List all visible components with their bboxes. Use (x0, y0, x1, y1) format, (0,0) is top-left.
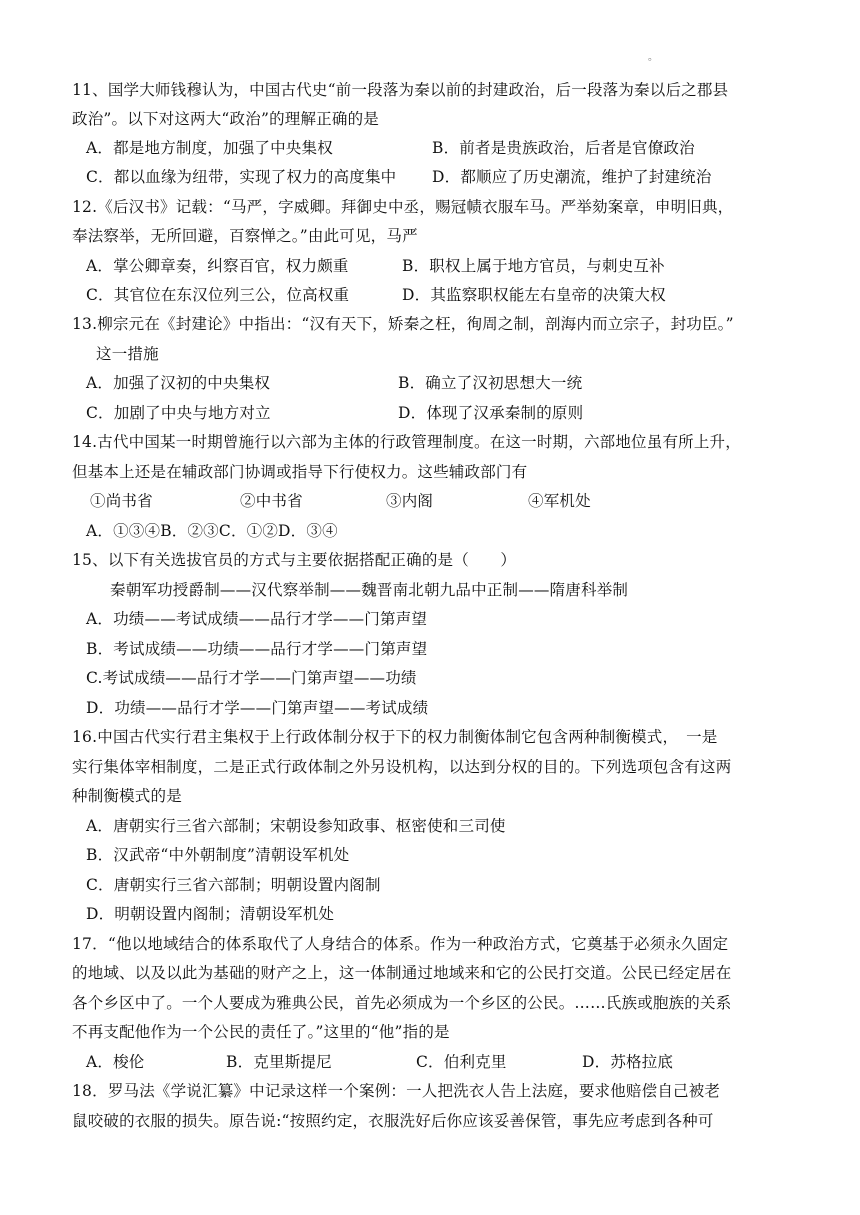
q11-option-d: D．都顺应了历史潮流，维护了封建统治 (432, 168, 712, 186)
q14-items-row (90, 491, 818, 511)
q18-stem-1: 18．罗马法《学说汇纂》中记录这样一个案例：一人把洗衣人告上法庭，要求他赔偿自己被老 (72, 1082, 721, 1100)
header-mark: 。 (648, 52, 658, 63)
q12-options-row-1 (86, 256, 814, 276)
q16-option-c: C．唐朝实行三省六部制；明朝设置内阁制 (86, 876, 381, 894)
q18-stem-2: 鼠咬破的衣服的损失。原告说:“按照约定，衣服洗好后你应该妥善保管，事先应考虑到各种可 (72, 1112, 714, 1130)
q17-option-b: B．克里斯提尼 (226, 1053, 332, 1071)
q14-stem-1: 14.古代中国某一时期曾施行以六部为主体的行政管理制度。在这一时期，六部地位虽有所上升， (72, 433, 741, 451)
q16-option-d: D．明朝设置内阁制；清朝设军机处 (86, 905, 335, 923)
q13-option-c: C．加剧了中央与地方对立 (86, 404, 271, 422)
q13-stem-1: 13.柳宗元在《封建论》中指出：“汉有天下，矫秦之枉，徇周之制，剖海内而立宗子，封功臣。” (72, 315, 734, 333)
q17-options-row (86, 1052, 814, 1072)
q14-answer-line: A．①③④B．②③C．①②D．③④ (86, 522, 338, 540)
q12-stem-1: 12.《后汉书》记载：“马严，字威卿。拜御史中丞，赐冠帻衣服车马。严举劾案章，申明旧典， (72, 198, 734, 216)
q12-options-row-2 (86, 285, 814, 305)
q14-stem-2: 但基本上还是在辅政部门协调或指导下行使权力。这些辅政部门有 (72, 463, 528, 481)
q13-option-d: D．体现了汉承秦制的原则 (398, 404, 584, 422)
q11-stem-1: 11、国学大师钱穆认为，中国古代史“前一段落为秦以前的封建政治，后一段落为秦以后之郡县 (72, 81, 729, 99)
q15-option-d: D．功绩——品行才学——门第声望——考试成绩 (86, 699, 429, 717)
q15-stem: 15、以下有关选拔官员的方式与主要依据搭配正确的是（ ） (72, 551, 517, 569)
q15-option-c: C.考试成绩——品行才学——门第声望——功绩 (86, 669, 417, 687)
q11-option-b: B．前者是贵族政治，后者是官僚政治 (432, 139, 695, 157)
q17-stem-4: 不再支配他作为一个公民的责任了。”这里的“他”指的是 (72, 1023, 450, 1041)
q11-options-row-2 (86, 167, 814, 187)
q14-item-2: ②中书省 (240, 492, 303, 510)
q11-option-a: A．都是地方制度，加强了中央集权 (86, 139, 333, 157)
q15-sub: 秦朝军功授爵制——汉代察举制——魏晋南北朝九品中正制——隋唐科举制 (110, 581, 629, 599)
q16-stem-2: 实行集体宰相制度，二是正式行政体制之外另设机构，以达到分权的目的。下列选项包含有这两 (72, 758, 732, 776)
q15-option-a: A．功绩——考试成绩——品行才学——门第声望 (86, 610, 428, 628)
q14-item-1: ①尚书省 (90, 492, 153, 510)
q17-stem-2: 的地域、以及以此为基础的财产之上，这一体制通过地域来和它的公民打交道。公民已经定居在 (72, 964, 732, 982)
q12-option-a: A．掌公卿章奏，纠察百官，权力颇重 (86, 257, 349, 275)
q14-item-3: ③内阁 (386, 492, 434, 510)
q16-option-b: B．汉武帝“中外朝制度”清朝设军机处 (86, 846, 350, 864)
q17-stem-3: 各个乡区中了。一个人要成为雅典公民，首先必须成为一个乡区的公民。……氏族或胞族的关系 (72, 994, 732, 1012)
q12-stem-2: 奉法察举，无所回避，百察惮之。”由此可见，马严 (72, 227, 418, 245)
q17-option-d: D．苏格拉底 (582, 1053, 674, 1071)
q16-option-a: A．唐朝实行三省六部制；宋朝设参知政事、枢密使和三司使 (86, 817, 506, 835)
q12-option-b: B．职权上属于地方官员，与刺史互补 (402, 257, 665, 275)
q13-option-a: A．加强了汉初的中央集权 (86, 374, 271, 392)
q17-option-c: C．伯利克里 (416, 1053, 507, 1071)
q13-options-row-1 (86, 373, 814, 393)
q11-option-c: C．都以血缘为纽带，实现了权力的高度集中 (86, 168, 397, 186)
q16-stem-1: 16.中国古代实行君主集权于上行政体制分权于下的权力制衡体制它包含两种制衡模式， 一是 (72, 728, 718, 746)
q14-item-4: ④军机处 (528, 492, 591, 510)
q17-stem-1: 17．“他以地域结合的体系取代了人身结合的体系。作为一种政治方式，它奠基于必须永久固定 (72, 935, 729, 953)
q15-option-b: B．考试成绩——功绩——品行才学——门第声望 (86, 640, 428, 658)
q11-stem-2: 政治”。以下对这两大“政治”的理解正确的是 (72, 110, 379, 128)
q13-option-b: B．确立了汉初思想大一统 (398, 374, 583, 392)
q16-stem-3: 种制衡模式的是 (72, 787, 182, 805)
q12-option-c: C．其官位在东汉位列三公，位高权重 (86, 286, 350, 304)
q17-option-a: A．梭伦 (86, 1053, 145, 1071)
q13-stem-2: 这一措施 (96, 345, 159, 363)
q13-options-row-2 (86, 403, 814, 423)
q12-option-d: D．其监察职权能左右皇帝的决策大权 (402, 286, 666, 304)
q11-options-row-1 (86, 138, 814, 158)
